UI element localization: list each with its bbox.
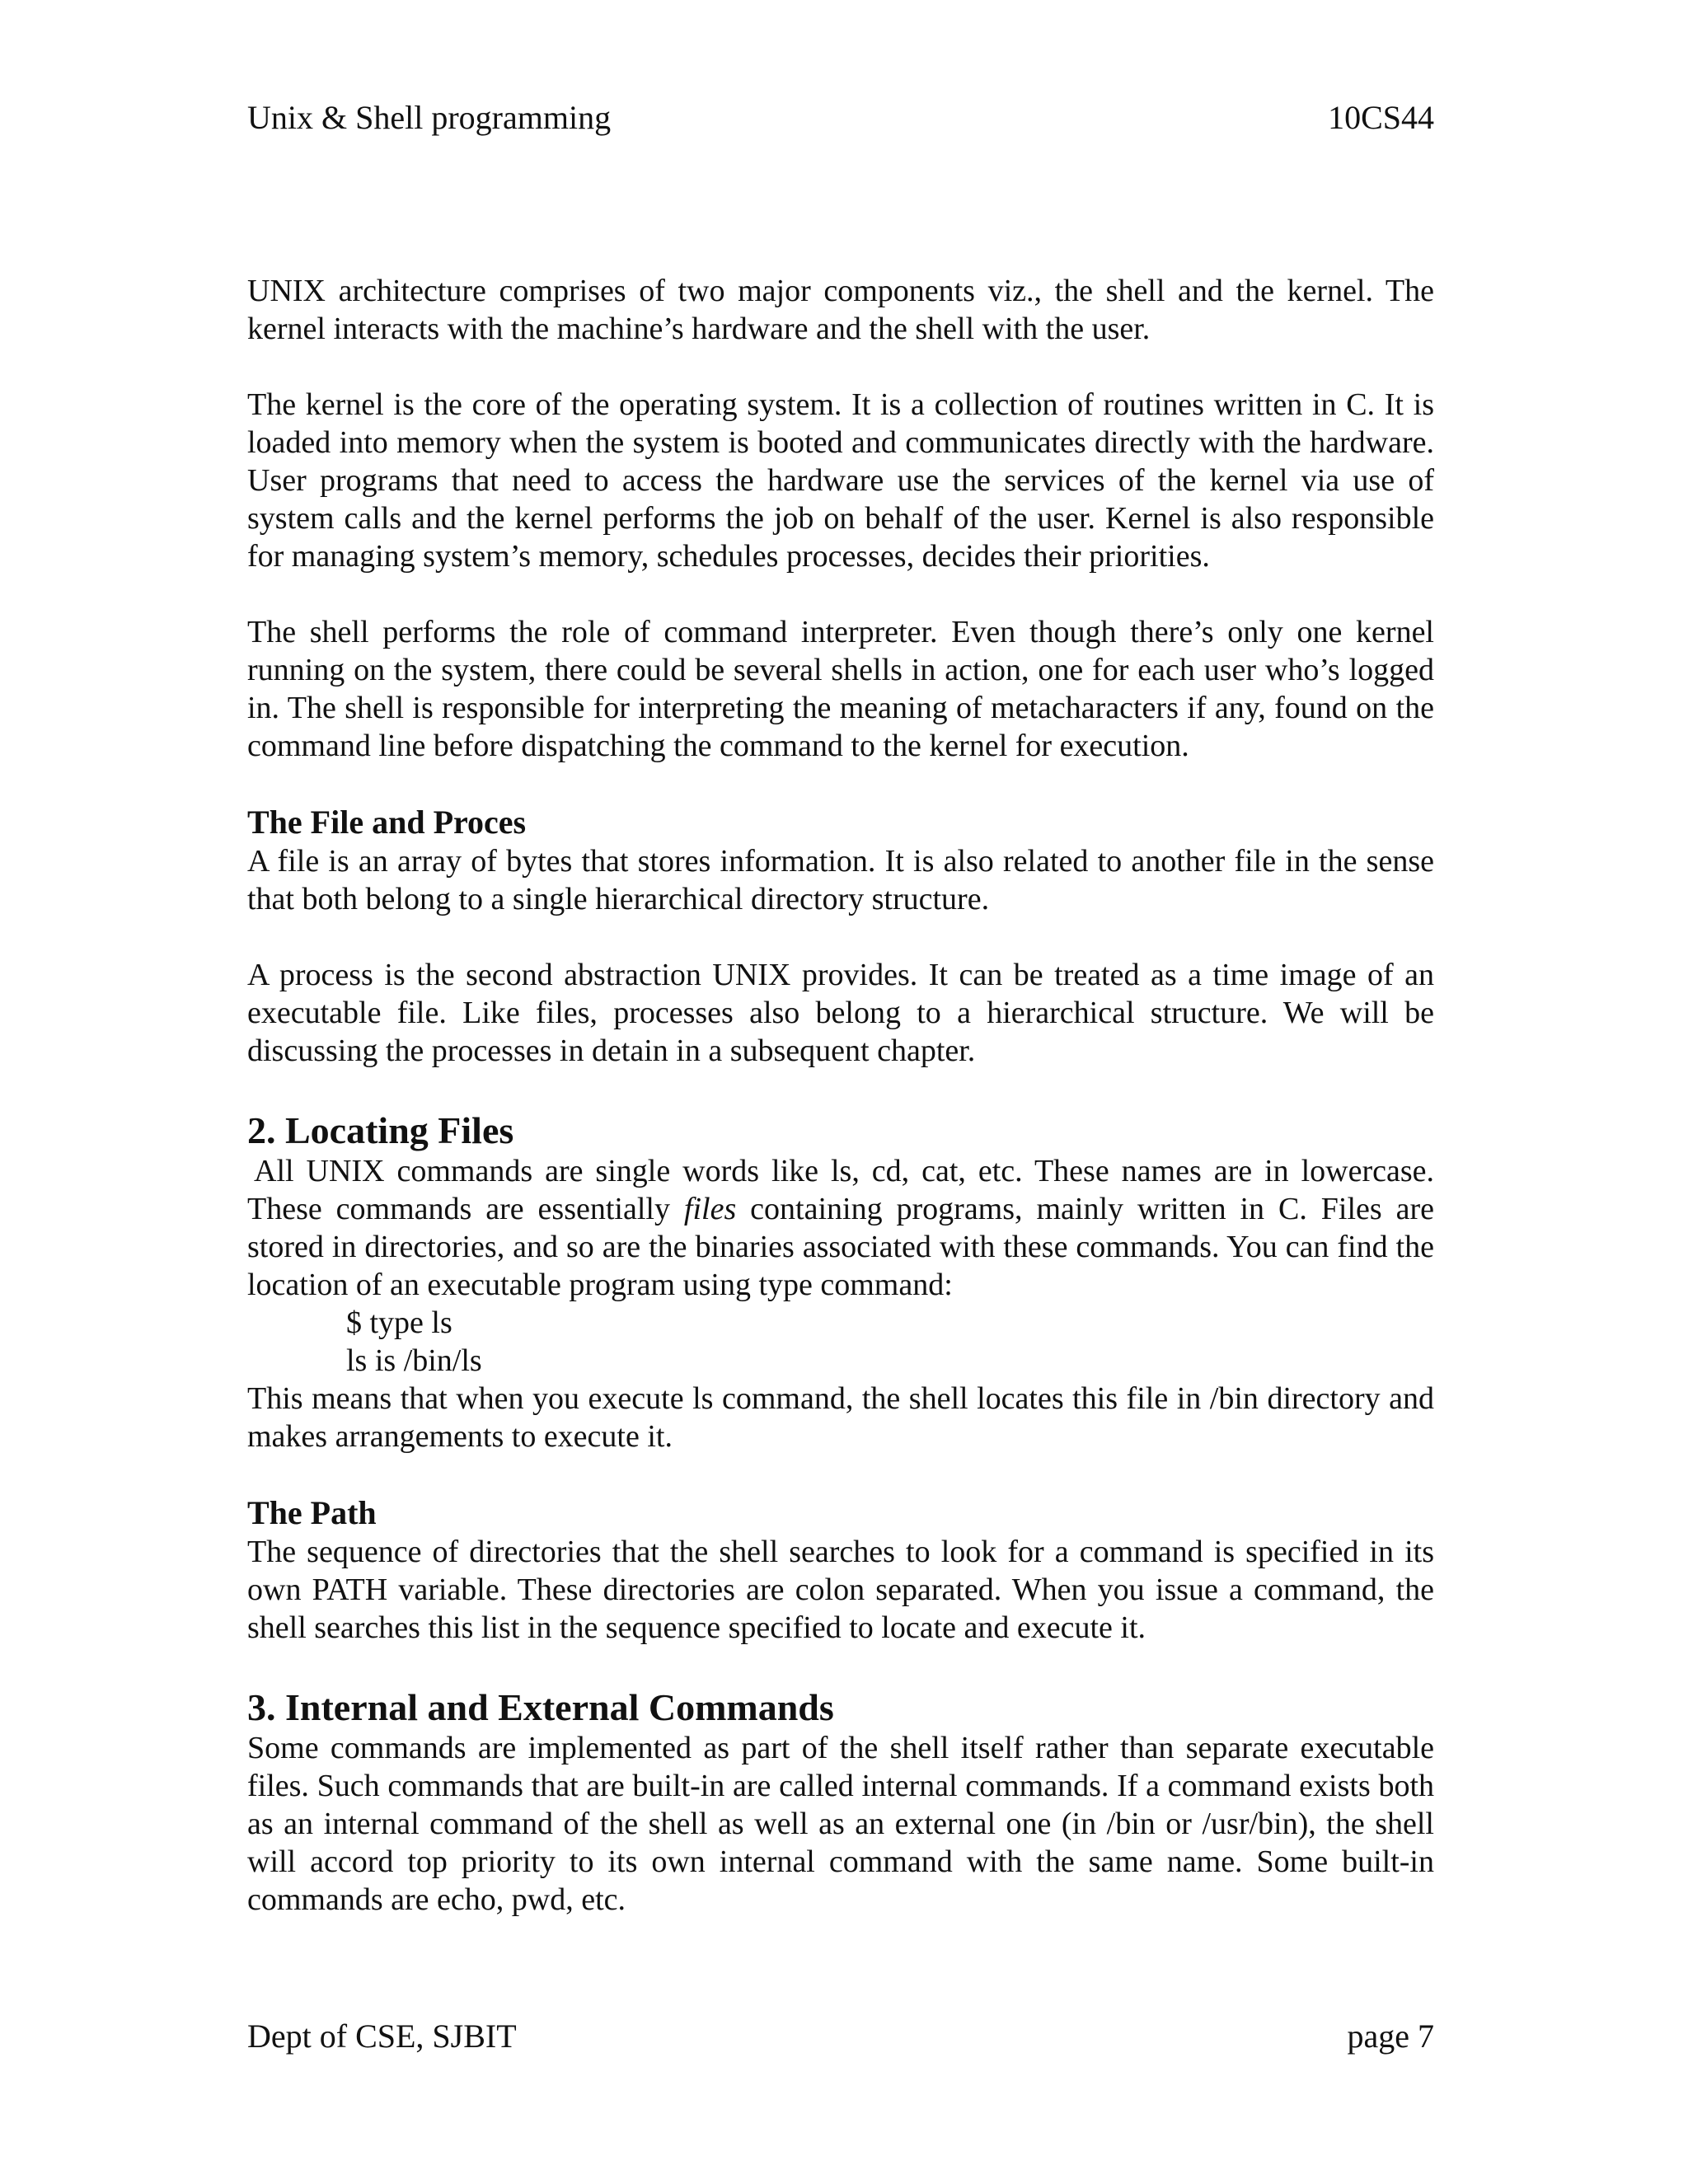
footer-department: Dept of CSE, SJBIT (247, 2018, 517, 2055)
page-footer (247, 2018, 1434, 2055)
heading-file-and-process: The File and Proces (247, 804, 527, 841)
header-title: Unix & Shell programming (247, 99, 612, 136)
paragraph-locating-files (247, 1152, 1434, 1304)
paragraph-shell: The shell performs the role of command interpreter. Even though there’s only one kernel running on the system, there could be several shells in action, one for each user who’s logged in. The shell is responsible for interpreting the meaning of metacharacters if any, found on the command line before dispatching the command to the kernel for execution. (247, 615, 1434, 763)
heading-the-path: The Path (247, 1494, 377, 1531)
emphasis-files: files (683, 1192, 737, 1226)
paragraph-locating-text-a: All UNIX commands are single words like ls, cd, cat, etc. These names are in lowercase. These commands are essentially (247, 1154, 1434, 1226)
paragraph-kernel: The kernel is the core of the operating system. It is a collection of routines written in C. It is loaded into memory when the system is booted and communicates directly with the hardware. User programs that need to access the hardware use the services of the kernel via use of system calls and the kernel performs the job on behalf of the user. Kernel is also responsible for managing system’s memory, schedules processes, decides their priorities. (247, 387, 1434, 574)
paragraph-locating-text-b: containing programs, mainly written in C. Files are stored in directories, and so are the binaries associated with these commands. You can find the location of an executable program using type command: (247, 1192, 1434, 1302)
page-header (247, 99, 1434, 137)
paragraph-file: A file is an array of bytes that stores information. It is also related to another file in the sense that both belong to a single hierarchical directory structure. (247, 844, 1434, 916)
paragraph-path: The sequence of directories that the shell searches to look for a command is specified in its own PATH variable. These directories are colon separated. When you issue a command, the shell searches this list in the sequence specified to locate and execute it. (247, 1535, 1434, 1645)
paragraph-internal-commands: Some commands are implemented as part of the shell itself rather than separate executable files. Such commands that are built-in are called internal commands. If a command exists both as an internal command of the shell as well as an external one (in /bin or /usr/bin), the shell will accord top priority to its own internal command with the same name. Some built-in commands are echo, pwd, etc. (247, 1731, 1434, 1917)
page-content (247, 272, 1434, 1919)
heading-internal-external-commands: 3. Internal and External Commands (247, 1686, 834, 1728)
paragraph-process: A process is the second abstraction UNIX provides. It can be treated as a time image of an executable file. Like files, processes also belong to a hierarchical structure. We will be discussing the processes in detain in a subsequent chapter. (247, 958, 1434, 1068)
heading-locating-files: 2. Locating Files (247, 1109, 514, 1151)
code-line-type-ls: $ type ls (346, 1305, 452, 1340)
paragraph-ls-explanation: This means that when you execute ls command, the shell locates this file in /bin directory and makes arrangements to execute it. (247, 1381, 1434, 1454)
header-course-code: 10CS44 (1328, 99, 1434, 136)
footer-page-number: page 7 (1347, 2018, 1434, 2055)
paragraph-architecture: UNIX architecture comprises of two major components viz., the shell and the kernel. The kernel interacts with the machine’s hardware and the shell with the user. (247, 274, 1434, 346)
code-line-ls-output: ls is /bin/ls (346, 1343, 482, 1378)
